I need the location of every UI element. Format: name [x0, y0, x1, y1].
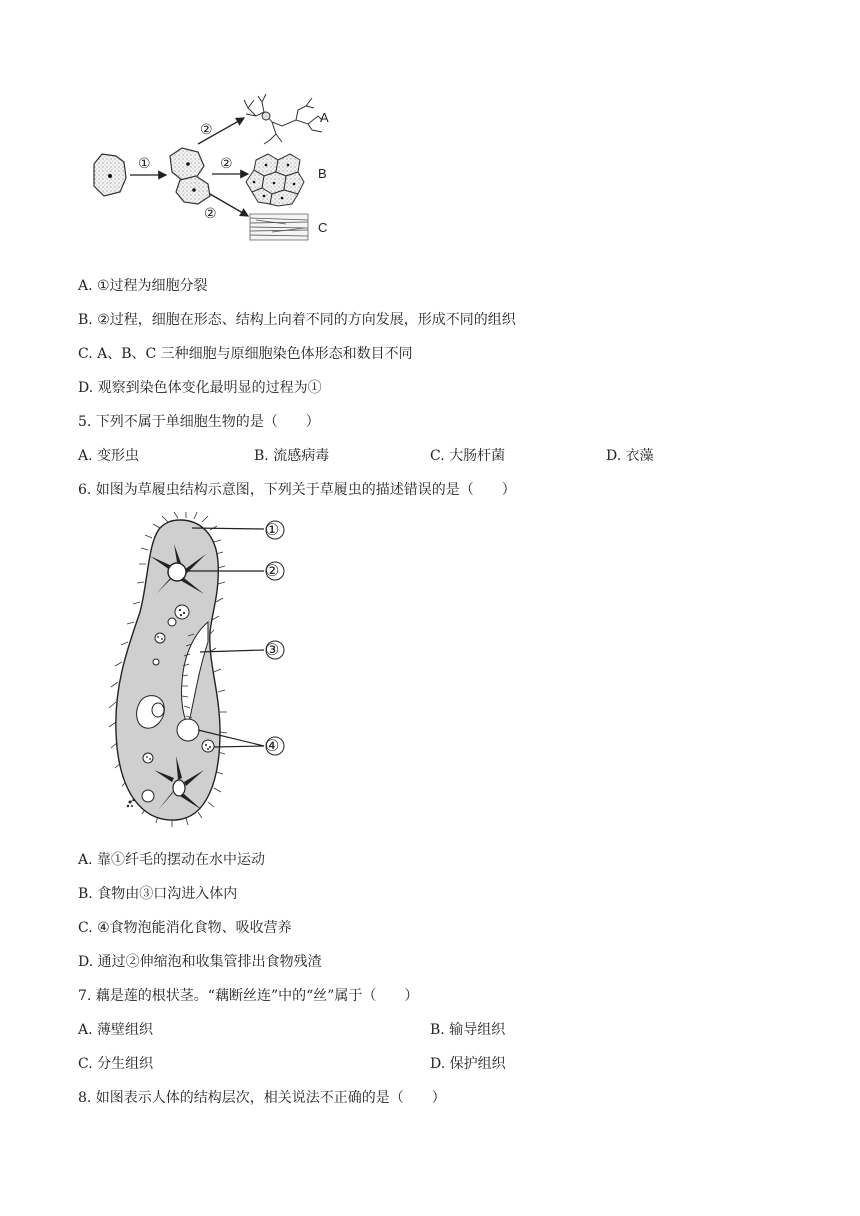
q5-option-d: D. 衣藻 — [606, 448, 654, 464]
svg-text:②: ② — [220, 155, 233, 171]
label-4: ④ — [265, 736, 280, 755]
q6-option-b: B. 食物由③口沟进入体内 — [78, 886, 238, 902]
q7-option-a: A. 薄壁组织 — [78, 1022, 154, 1038]
q5-option-b: B. 流感病毒 — [254, 448, 330, 464]
svg-text:②: ② — [200, 121, 213, 137]
q4-option-a: A. ①过程为细胞分裂 — [78, 278, 208, 294]
q5-stem: 5. 下列不属于单细胞生物的是（ ） — [78, 414, 320, 430]
svg-text:C: C — [318, 220, 328, 235]
q5-option-a: A. 变形虫 — [78, 448, 140, 464]
q8-stem: 8. 如图表示人体的结构层次，相关说法不正确的是（ ） — [78, 1090, 446, 1106]
q7-option-b: B. 输导组织 — [430, 1022, 506, 1038]
svg-text:A: A — [320, 110, 329, 125]
q6-option-c: C. ④食物泡能消化食物、吸收营养 — [78, 920, 292, 936]
svg-text:②: ② — [204, 205, 217, 221]
q4-option-c: C. A、B、C 三种细胞与原细胞染色体形态和数目不同 — [78, 346, 413, 362]
q4-option-b: B. ②过程，细胞在形态、结构上向着不同的方向发展，形成不同的组织 — [78, 312, 516, 328]
q7-stem: 7. 藕是莲的根状茎。“藕断丝连”中的“丝”属于（ ） — [78, 988, 419, 1004]
paramecium-figure — [100, 512, 300, 832]
q7-option-d: D. 保护组织 — [430, 1056, 506, 1072]
neuron-cell-a — [244, 94, 322, 144]
q7-option-c: C. 分生组织 — [78, 1056, 154, 1072]
cell-differentiation-figure — [86, 86, 346, 250]
epithelial-cells-b — [246, 154, 304, 206]
label-2: ② — [265, 561, 280, 580]
q6-stem: 6. 如图为草履虫结构示意图，下列关于草履虫的描述错误的是（ ） — [78, 482, 516, 498]
q5-option-c: C. 大肠杆菌 — [430, 448, 506, 464]
q6-option-a: A. 靠①纤毛的摆动在水中运动 — [78, 852, 266, 868]
label-1: ① — [265, 520, 280, 539]
q6-option-d: D. 通过②伸缩泡和收集管排出食物残渣 — [78, 954, 322, 970]
muscle-cells-c — [250, 214, 308, 240]
step1-label: ① — [138, 155, 151, 171]
svg-text:B: B — [318, 166, 327, 181]
label-3: ③ — [265, 640, 280, 659]
q4-option-d: D. 观察到染色体变化最明显的过程为① — [78, 380, 322, 396]
